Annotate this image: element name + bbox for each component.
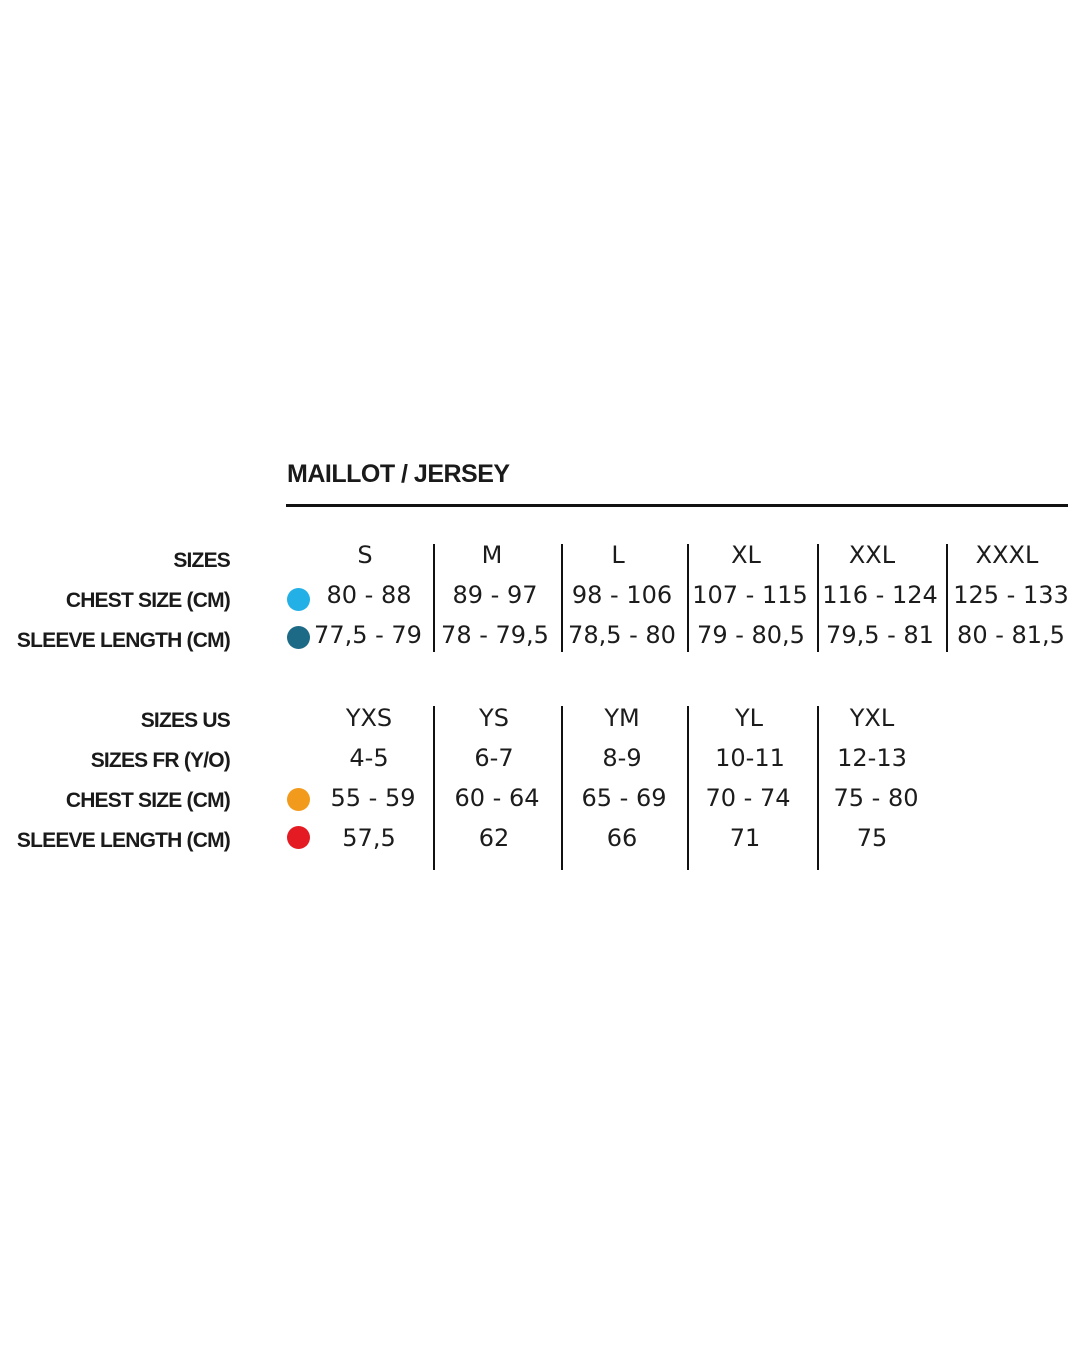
- youth-sleeve-cell: 62: [478, 824, 510, 852]
- size-cell: M: [481, 541, 503, 569]
- sleeve-cell: 78,5 - 80: [568, 621, 676, 649]
- chest-cell: 125 - 133: [953, 581, 1069, 609]
- label-youth-sleeve-length: SLEEVE LENGTH (CM): [16, 829, 230, 852]
- fr-size-cell: 6-7: [474, 744, 514, 772]
- sleeve-color-dot: [287, 626, 310, 649]
- size-cell: XXL: [848, 541, 896, 569]
- size-cell: L: [611, 541, 625, 569]
- us-size-cell: YXS: [345, 704, 393, 732]
- chest-cell: 116 - 124: [822, 581, 938, 609]
- youth-sleeve-cell: 57,5: [342, 824, 396, 852]
- fr-size-cell: 4-5: [349, 744, 389, 772]
- youth-chest-color-dot: [287, 788, 310, 811]
- chest-color-dot: [287, 588, 310, 611]
- label-sizes-us: SIZES US: [140, 709, 230, 732]
- us-size-cell: YXL: [849, 704, 895, 732]
- sleeve-cell: 77,5 - 79: [314, 621, 422, 649]
- chest-cell: 98 - 106: [571, 581, 673, 609]
- youth-chest-cell: 60 - 64: [454, 784, 540, 812]
- youth-chest-cell: 70 - 74: [705, 784, 791, 812]
- column-divider: [946, 544, 948, 652]
- size-cell: S: [357, 541, 373, 569]
- sleeve-cell: 80 - 81,5: [957, 621, 1065, 649]
- column-divider: [561, 706, 563, 870]
- label-sleeve-length: SLEEVE LENGTH (CM): [16, 629, 230, 652]
- youth-chest-cell: 65 - 69: [581, 784, 667, 812]
- size-cell: XXXL: [975, 541, 1039, 569]
- sleeve-cell: 79,5 - 81: [826, 621, 934, 649]
- column-divider: [687, 706, 689, 870]
- title-divider: [286, 504, 1068, 507]
- youth-sleeve-cell: 75: [856, 824, 888, 852]
- youth-sleeve-cell: 71: [729, 824, 761, 852]
- chart-title: MAILLOT / JERSEY: [287, 460, 510, 488]
- youth-sleeve-color-dot: [287, 826, 310, 849]
- us-size-cell: YM: [604, 704, 640, 732]
- label-sizes: SIZES: [173, 549, 230, 572]
- youth-chest-cell: 55 - 59: [330, 784, 416, 812]
- fr-size-cell: 12-13: [837, 744, 907, 772]
- label-youth-chest-size: CHEST SIZE (CM): [65, 789, 230, 812]
- youth-sleeve-cell: 66: [606, 824, 638, 852]
- label-sizes-fr: SIZES FR (Y/O): [90, 749, 230, 772]
- fr-size-cell: 8-9: [602, 744, 642, 772]
- column-divider: [687, 544, 689, 652]
- us-size-cell: YL: [734, 704, 764, 732]
- chest-cell: 89 - 97: [452, 581, 538, 609]
- youth-chest-cell: 75 - 80: [833, 784, 919, 812]
- sleeve-cell: 79 - 80,5: [697, 621, 805, 649]
- label-chest-size: CHEST SIZE (CM): [65, 589, 230, 612]
- us-size-cell: YS: [479, 704, 509, 732]
- column-divider: [433, 706, 435, 870]
- sleeve-cell: 78 - 79,5: [441, 621, 549, 649]
- chest-cell: 80 - 88: [326, 581, 412, 609]
- size-cell: XL: [731, 541, 761, 569]
- column-divider: [817, 544, 819, 652]
- column-divider: [561, 544, 563, 652]
- fr-size-cell: 10-11: [715, 744, 785, 772]
- chest-cell: 107 - 115: [692, 581, 808, 609]
- column-divider: [433, 544, 435, 652]
- column-divider: [817, 706, 819, 870]
